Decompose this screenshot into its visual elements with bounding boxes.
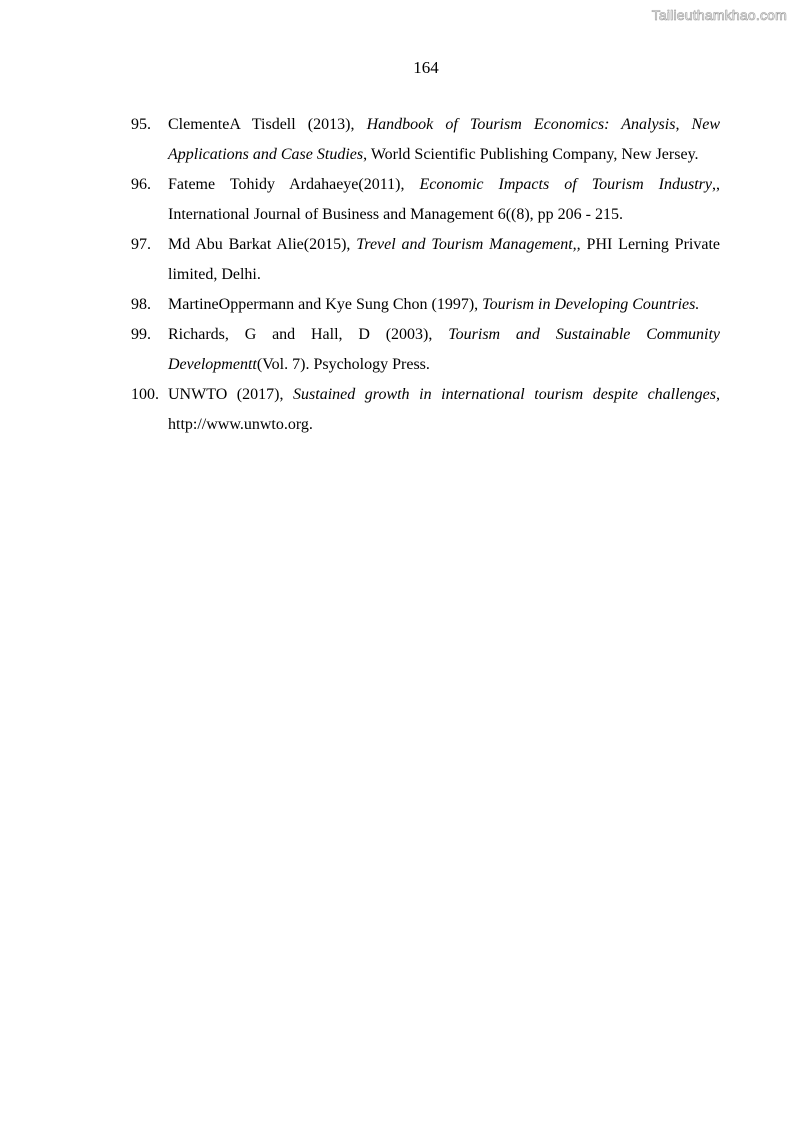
reference-text: [168, 236, 720, 283]
reference-source: , World Scientific Publishing Company, New Jersey.: [363, 146, 699, 163]
reference-authors: Md Abu Barkat Alie(2015),: [168, 236, 357, 253]
reference-item: [131, 170, 720, 230]
reference-text: [168, 296, 699, 313]
reference-authors: UNWTO (2017),: [168, 386, 294, 403]
reference-number: 98.: [131, 296, 151, 313]
reference-number: 99.: [131, 326, 151, 343]
watermark-text: Tailieuthamkhao.com: [651, 7, 787, 23]
reference-number: 97.: [131, 236, 151, 253]
reference-source: ,, International Journal of Business and Management 6((8), pp 206 - 215.: [168, 176, 720, 223]
reference-text: [168, 116, 720, 163]
reference-title: Tourism in Developing Countries.: [482, 296, 700, 313]
reference-authors: Richards, G and Hall, D (2003),: [168, 326, 449, 343]
reference-title: Tourism and Sustainable Community Developmentt: [168, 326, 720, 373]
reference-text: [168, 176, 720, 223]
reference-authors: MartineOppermann and Kye Sung Chon (1997),: [168, 296, 483, 313]
reference-number: 96.: [131, 176, 151, 193]
reference-title: Handbook of Tourism Economics: Analysis, New Applications and Case Studies: [168, 116, 720, 163]
reference-source: (Vol. 7). Psychology Press.: [256, 356, 430, 373]
reference-text: [168, 386, 720, 433]
reference-source: PHI Lerning Private limited, Delhi.: [168, 236, 721, 283]
reference-source: http://www.unwto.org.: [168, 416, 313, 433]
reference-title: Economic Impacts of Tourism Industry: [419, 176, 712, 193]
page-number: 164: [413, 58, 439, 77]
reference-authors: ClementeA Tisdell (2013),: [168, 116, 367, 133]
reference-item: [131, 230, 720, 290]
reference-item: [131, 380, 720, 440]
reference-item: [131, 290, 720, 320]
reference-item: [131, 110, 720, 170]
reference-number: 100.: [131, 386, 159, 403]
reference-authors: Fateme Tohidy Ardahaeye(2011),: [168, 176, 420, 193]
reference-item: [131, 320, 720, 380]
reference-number: 95.: [131, 116, 151, 133]
reference-text: [168, 326, 720, 373]
reference-title: Trevel and Tourism Management,,: [356, 236, 581, 253]
reference-title: Sustained growth in international tourism despite challenges,: [293, 386, 721, 403]
reference-list: [131, 110, 720, 440]
